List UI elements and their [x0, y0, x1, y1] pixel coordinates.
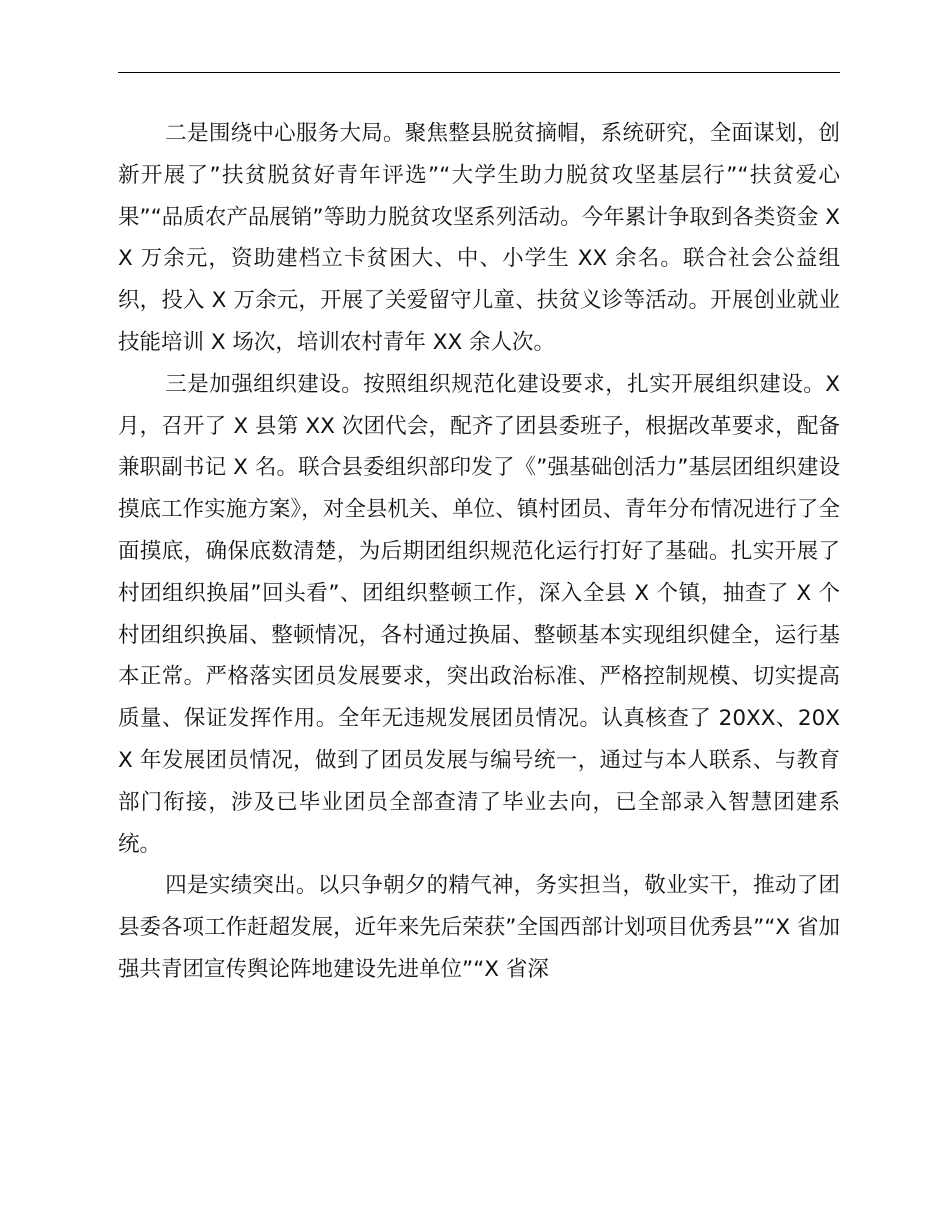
paragraph-achievements: 四是实绩突出。以只争朝夕的精气神，务实担当，敬业实干，推动了团县委各项工作赶超发展，近年来先后荣获”全国西部计划项目优秀县”“X 省加强共青团宣传舆论阵地建设先进单位”“X 省深 [118, 873, 840, 982]
header-divider [118, 72, 840, 73]
paragraph-poverty-alleviation: 二是围绕中心服务大局。聚焦整县脱贫摘帽，系统研究，全面谋划，创新开展了”扶贫脱贫好青年评选”“大学生助力脱贫攻坚基层行”“扶贫爱心果”“品质农产品展销”等助力脱贫攻坚系列活动。今年累计争取到各类资金 XX 万余元，资助建档立卡贫困大、中、小学生 XX 余名。联合社会公益组织，投入 X 万余元，开展了关爱留守儿童、扶贫义诊等活动。开展创业就业技能培训 X 场次，培训农村青年 XX 余人次。 [118, 121, 840, 355]
document-body [118, 113, 840, 991]
paragraph-organization-building: 三是加强组织建设。按照组织规范化建设要求，扎实开展组织建设。X 月，召开了 X 县第 XX 次团代会，配齐了团县委班子，根据改革要求，配备兼职副书记 X 名。联合县委组织部印发了《”强基础创活力”基层团组织建设摸底工作实施方案》，对全县机关、单位、镇村团员、青年分布情况进行了全面摸底，确保底数清楚，为后期团组织规范化运行打好了基础。扎实开展了村团组织换届”回头看”、团组织整顿工作，深入全县 X 个镇，抽查了 X 个村团组织换届、整顿情况，各村通过换届、整顿基本实现组织健全，运行基本正常。严格落实团员发展要求，突出政治标准、严格控制规模、切实提高质量、保证发挥作用。全年无违规发展团员情况。认真核查了 20XX、20XX 年发展团员情况，做到了团员发展与编号统一，通过与本人联系、与教育部门衔接，涉及已毕业团员全部查清了毕业去向，已全部录入智慧团建系统。 [118, 371, 840, 857]
